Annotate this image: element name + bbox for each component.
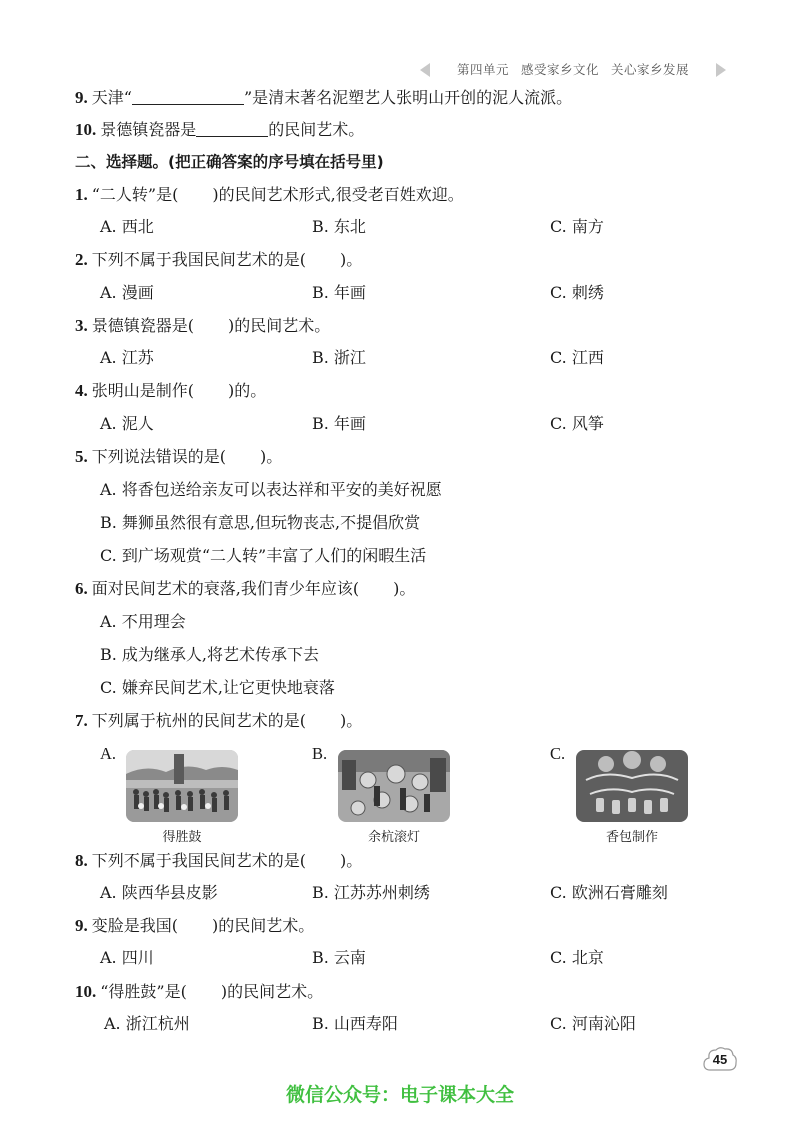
option-a[interactable]: A. 漫画 (100, 283, 154, 302)
question-8: 8. 下列不属于我国民间艺术的是( )。 (75, 851, 363, 870)
answer-blank[interactable] (196, 120, 268, 137)
option-a[interactable]: A. 西北 (100, 217, 154, 236)
option-a[interactable]: A. 不用理会 (100, 612, 186, 631)
question-4: 4. 张明山是制作( )的。 (75, 381, 267, 400)
option-b[interactable]: B. 年画 (312, 283, 366, 302)
photo-caption: 余杭滚灯 (367, 830, 420, 845)
drum-parade-photo (126, 750, 238, 822)
question-9: 9. 变脸是我国( )的民间艺术。 (75, 916, 315, 935)
right-arrow-icon (716, 63, 726, 77)
unit-title-1: 感受家乡文化 (520, 62, 599, 77)
option-b[interactable]: B. 浙江 (312, 348, 366, 367)
unit-label: 第四单元 (456, 62, 509, 77)
option-c[interactable]: C. 南方 (550, 217, 604, 236)
option-b[interactable]: B. 云南 (312, 948, 366, 967)
watermark: 微信公众号：电子课本大全 (285, 1084, 514, 1106)
section-title: 二、选择题。(把正确答案的序号填在括号里) (75, 153, 384, 171)
question-5: 5. 下列说法错误的是( )。 (75, 447, 283, 466)
option-c[interactable]: C. 刺绣 (550, 283, 604, 302)
photo-caption: 得胜鼓 (162, 830, 202, 845)
question-3: 3. 景德镇瓷器是( )的民间艺术。 (75, 316, 331, 335)
option-b[interactable]: B. 江苏苏州刺绣 (312, 883, 430, 902)
unit-title-2: 关心家乡发展 (611, 62, 690, 77)
lantern-dance-photo (338, 750, 450, 822)
question-6: 6. 面对民间艺术的衰落,我们青少年应该( )。 (75, 579, 416, 598)
option-c[interactable]: C. 嫌弃民间艺术,让它更快地衰落 (100, 678, 335, 697)
unit-header (420, 58, 726, 80)
option-a[interactable]: A. 陕西华县皮影 (100, 883, 218, 902)
option-a[interactable]: A. 四川 (100, 948, 154, 967)
option-c[interactable]: C. 河南沁阳 (550, 1014, 636, 1033)
option-c[interactable]: C. 风筝 (550, 414, 604, 433)
option-a[interactable]: A. 浙江杭州 (104, 1014, 190, 1033)
question-7: 7. 下列属于杭州的民间艺术的是( )。 (75, 711, 363, 730)
fill-question-9: 9. 天津“ ”是清末著名泥塑艺人张明山开创的泥人流派。 (75, 88, 573, 107)
option-a[interactable]: A. 将香包送给亲友可以表达祥和平安的美好祝愿 (100, 480, 442, 499)
question-2: 2. 下列不属于我国民间艺术的是( )。 (75, 250, 363, 269)
left-arrow-icon (420, 63, 430, 77)
photo-caption: 香包制作 (605, 830, 658, 845)
option-b[interactable]: B. 山西寿阳 (312, 1014, 398, 1033)
option-b[interactable]: B. 舞狮虽然很有意思,但玩物丧志,不提倡欣赏 (100, 513, 421, 532)
option-b[interactable]: B. 成为继承人,将艺术传承下去 (100, 645, 320, 664)
option-b[interactable]: B. 东北 (312, 217, 366, 236)
option-c[interactable]: C. 到广场观赏“二人转”丰富了人们的闲暇生活 (100, 546, 427, 565)
question-10: 10. “得胜鼓”是( )的民间艺术。 (75, 982, 324, 1001)
option-c[interactable]: C. 欧洲石膏雕刻 (550, 883, 668, 902)
sachet-photo (576, 750, 688, 822)
answer-blank[interactable] (132, 88, 244, 105)
option-c[interactable]: C. 江西 (550, 348, 604, 367)
option-a[interactable]: A. 泥人 (100, 414, 154, 433)
page-number: 45 (702, 1044, 738, 1074)
option-c[interactable]: C. 北京 (550, 948, 604, 967)
fill-question-10: 10. 景德镇瓷器是 的民间艺术。 (75, 120, 365, 139)
option-a[interactable]: A. 江苏 (100, 348, 154, 367)
question-1: 1. “二人转”是( )的民间艺术形式,很受老百姓欢迎。 (75, 185, 464, 204)
option-b[interactable]: B. 年画 (312, 414, 366, 433)
